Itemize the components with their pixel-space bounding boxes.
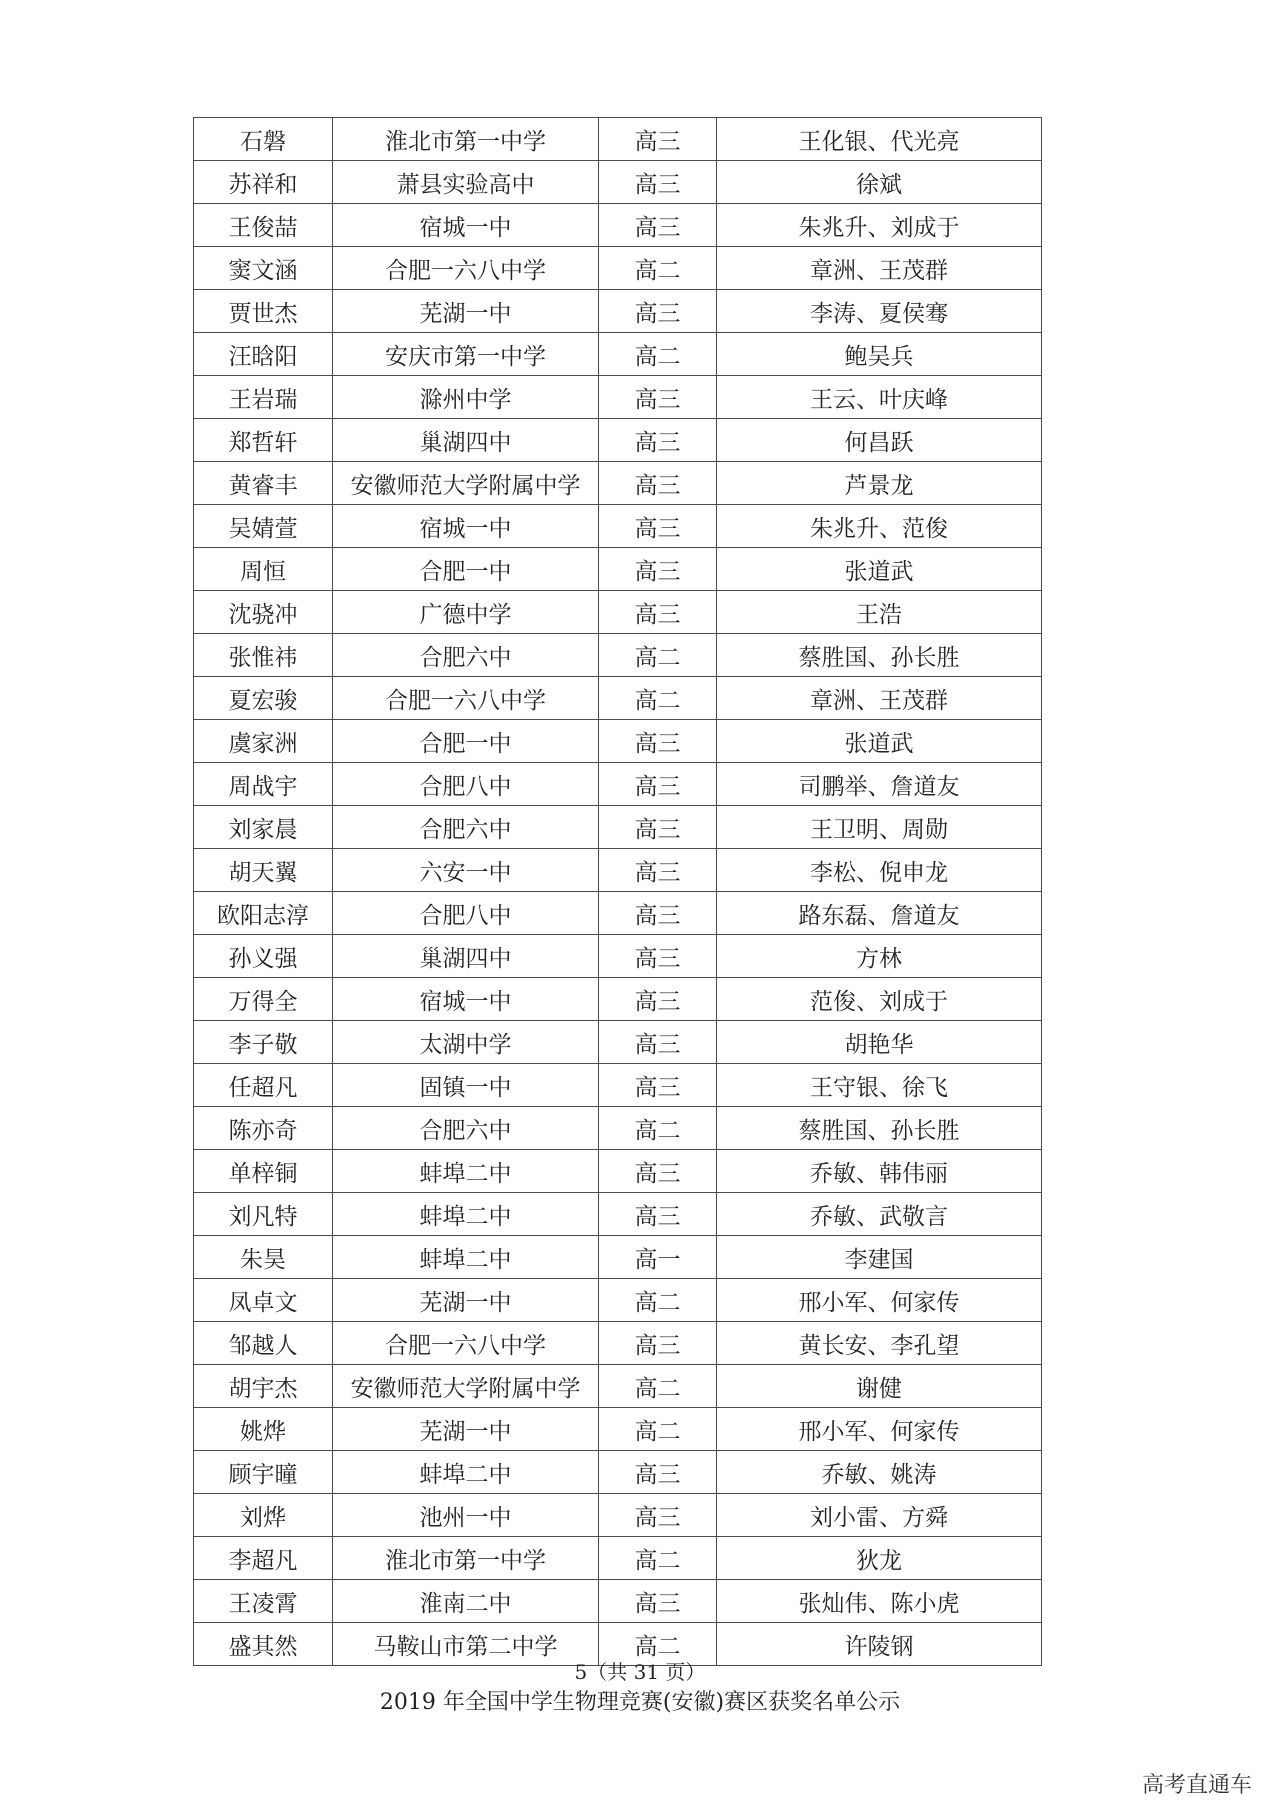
teacher-cell: 方林 [717,935,1042,978]
teacher-cell: 蔡胜国、孙长胜 [717,634,1042,677]
student-name-cell: 王岩瑞 [194,376,333,419]
teacher-cell: 胡艳华 [717,1021,1042,1064]
school-cell: 淮北市第一中学 [333,118,599,161]
teacher-cell: 王浩 [717,591,1042,634]
table-row [194,1365,1042,1408]
school-cell: 宿城一中 [333,978,599,1021]
table-row [194,1494,1042,1537]
table-row [194,1193,1042,1236]
school-cell: 巢湖四中 [333,419,599,462]
teacher-cell: 李建国 [717,1236,1042,1279]
grade-cell: 高三 [599,376,717,419]
student-name-cell: 贾世杰 [194,290,333,333]
school-cell: 合肥六中 [333,1107,599,1150]
school-cell: 安庆市第一中学 [333,333,599,376]
student-name-cell: 盛其然 [194,1623,333,1666]
school-cell: 合肥八中 [333,892,599,935]
grade-cell: 高二 [599,1107,717,1150]
student-name-cell: 单梓铜 [194,1150,333,1193]
school-cell: 安徽师范大学附属中学 [333,462,599,505]
teacher-cell: 徐斌 [717,161,1042,204]
student-name-cell: 苏祥和 [194,161,333,204]
table-row [194,978,1042,1021]
table-row [194,462,1042,505]
student-name-cell: 夏宏骏 [194,677,333,720]
student-name-cell: 邹越人 [194,1322,333,1365]
table-row [194,892,1042,935]
table-row [194,1408,1042,1451]
school-cell: 广德中学 [333,591,599,634]
table-row [194,505,1042,548]
grade-cell: 高三 [599,548,717,591]
grade-cell: 高三 [599,462,717,505]
grade-cell: 高三 [599,1021,717,1064]
table-row [194,161,1042,204]
student-name-cell: 欧阳志淳 [194,892,333,935]
student-name-cell: 姚烨 [194,1408,333,1451]
teacher-cell: 路东磊、詹道友 [717,892,1042,935]
school-cell: 合肥一六八中学 [333,247,599,290]
school-cell: 太湖中学 [333,1021,599,1064]
student-name-cell: 朱昊 [194,1236,333,1279]
student-name-cell: 李超凡 [194,1537,333,1580]
teacher-cell: 张道武 [717,548,1042,591]
award-table-body [194,118,1042,1666]
teacher-cell: 狄龙 [717,1537,1042,1580]
school-cell: 芜湖一中 [333,290,599,333]
student-name-cell: 郑哲轩 [194,419,333,462]
student-name-cell: 石磐 [194,118,333,161]
student-name-cell: 周战宇 [194,763,333,806]
school-cell: 宿城一中 [333,505,599,548]
student-name-cell: 李子敬 [194,1021,333,1064]
table-row [194,849,1042,892]
grade-cell: 高三 [599,1494,717,1537]
grade-cell: 高二 [599,677,717,720]
grade-cell: 高三 [599,935,717,978]
student-name-cell: 虞家洲 [194,720,333,763]
teacher-cell: 蔡胜国、孙长胜 [717,1107,1042,1150]
grade-cell: 高三 [599,204,717,247]
grade-cell: 高一 [599,1236,717,1279]
teacher-cell: 王守银、徐飞 [717,1064,1042,1107]
teacher-cell: 李松、倪申龙 [717,849,1042,892]
grade-cell: 高三 [599,591,717,634]
grade-cell: 高三 [599,1580,717,1623]
teacher-cell: 章洲、王茂群 [717,677,1042,720]
grade-cell: 高三 [599,763,717,806]
table-row [194,204,1042,247]
school-cell: 合肥六中 [333,634,599,677]
student-name-cell: 黄睿丰 [194,462,333,505]
table-row [194,634,1042,677]
student-name-cell: 吴婧萱 [194,505,333,548]
table-row [194,333,1042,376]
table-row [194,118,1042,161]
grade-cell: 高二 [599,1537,717,1580]
grade-cell: 高三 [599,849,717,892]
page-number: 5（共 31 页） [574,1660,706,1684]
grade-cell: 高三 [599,419,717,462]
student-name-cell: 陈亦奇 [194,1107,333,1150]
student-name-cell: 顾宇曈 [194,1451,333,1494]
student-name-cell: 沈骁冲 [194,591,333,634]
grade-cell: 高三 [599,978,717,1021]
table-row [194,1451,1042,1494]
table-row [194,247,1042,290]
grade-cell: 高三 [599,290,717,333]
grade-cell: 高二 [599,634,717,677]
grade-cell: 高三 [599,505,717,548]
table-row [194,419,1042,462]
school-cell: 宿城一中 [333,204,599,247]
teacher-cell: 王化银、代光亮 [717,118,1042,161]
table-row [194,376,1042,419]
grade-cell: 高二 [599,1279,717,1322]
student-name-cell: 周恒 [194,548,333,591]
teacher-cell: 司鹏举、詹道友 [717,763,1042,806]
school-cell: 合肥一中 [333,720,599,763]
teacher-cell: 王云、叶庆峰 [717,376,1042,419]
school-cell: 合肥一六八中学 [333,677,599,720]
student-name-cell: 任超凡 [194,1064,333,1107]
grade-cell: 高三 [599,118,717,161]
school-cell: 蚌埠二中 [333,1451,599,1494]
table-row [194,720,1042,763]
teacher-cell: 张灿伟、陈小虎 [717,1580,1042,1623]
school-cell: 固镇一中 [333,1064,599,1107]
school-cell: 蚌埠二中 [333,1150,599,1193]
grade-cell: 高二 [599,1623,717,1666]
teacher-cell: 王卫明、周勋 [717,806,1042,849]
teacher-cell: 朱兆升、刘成于 [717,204,1042,247]
teacher-cell: 黄长安、李孔望 [717,1322,1042,1365]
table-row [194,935,1042,978]
table-row [194,1322,1042,1365]
student-name-cell: 刘家晨 [194,806,333,849]
school-cell: 合肥一中 [333,548,599,591]
school-cell: 蚌埠二中 [333,1236,599,1279]
teacher-cell: 何昌跃 [717,419,1042,462]
table-row [194,1064,1042,1107]
teacher-cell: 李涛、夏侯骞 [717,290,1042,333]
watermark-logo-text: 高考直通车 [1141,1773,1252,1798]
grade-cell: 高三 [599,720,717,763]
table-row [194,548,1042,591]
student-name-cell: 王俊喆 [194,204,333,247]
school-cell: 安徽师范大学附属中学 [333,1365,599,1408]
school-cell: 池州一中 [333,1494,599,1537]
teacher-cell: 芦景龙 [717,462,1042,505]
table-row [194,763,1042,806]
student-name-cell: 胡天翼 [194,849,333,892]
school-cell: 六安一中 [333,849,599,892]
school-cell: 芜湖一中 [333,1279,599,1322]
school-cell: 巢湖四中 [333,935,599,978]
teacher-cell: 张道武 [717,720,1042,763]
teacher-cell: 谢健 [717,1365,1042,1408]
teacher-cell: 许陵钢 [717,1623,1042,1666]
table-row [194,677,1042,720]
grade-cell: 高二 [599,333,717,376]
student-name-cell: 孙义强 [194,935,333,978]
school-cell: 淮北市第一中学 [333,1537,599,1580]
teacher-cell: 鲍吴兵 [717,333,1042,376]
grade-cell: 高二 [599,1365,717,1408]
table-row [194,806,1042,849]
table-row [194,290,1042,333]
table-row [194,1537,1042,1580]
table-row [194,1107,1042,1150]
table-row [194,1150,1042,1193]
school-cell: 合肥六中 [333,806,599,849]
teacher-cell: 范俊、刘成于 [717,978,1042,1021]
school-cell: 合肥八中 [333,763,599,806]
grade-cell: 高三 [599,161,717,204]
student-name-cell: 刘烨 [194,1494,333,1537]
teacher-cell: 邢小军、何家传 [717,1279,1042,1322]
award-table [193,117,1042,1666]
table-row [194,1021,1042,1064]
teacher-cell: 乔敏、姚涛 [717,1451,1042,1494]
student-name-cell: 张惟祎 [194,634,333,677]
student-name-cell: 万得全 [194,978,333,1021]
school-cell: 芜湖一中 [333,1408,599,1451]
teacher-cell: 刘小雷、方舜 [717,1494,1042,1537]
grade-cell: 高三 [599,1193,717,1236]
student-name-cell: 窦文涵 [194,247,333,290]
student-name-cell: 凤卓文 [194,1279,333,1322]
grade-cell: 高二 [599,247,717,290]
grade-cell: 高三 [599,1322,717,1365]
grade-cell: 高三 [599,1451,717,1494]
table-row [194,1580,1042,1623]
table-row [194,1279,1042,1322]
student-name-cell: 胡宇杰 [194,1365,333,1408]
school-cell: 淮南二中 [333,1580,599,1623]
teacher-cell: 乔敏、武敬言 [717,1193,1042,1236]
school-cell: 马鞍山市第二中学 [333,1623,599,1666]
teacher-cell: 邢小军、何家传 [717,1408,1042,1451]
teacher-cell: 章洲、王茂群 [717,247,1042,290]
student-name-cell: 王凌霄 [194,1580,333,1623]
school-cell: 萧县实验高中 [333,161,599,204]
grade-cell: 高三 [599,806,717,849]
school-cell: 蚌埠二中 [333,1193,599,1236]
teacher-cell: 乔敏、韩伟丽 [717,1150,1042,1193]
grade-cell: 高三 [599,892,717,935]
table-row [194,1236,1042,1279]
school-cell: 滁州中学 [333,376,599,419]
grade-cell: 高二 [599,1408,717,1451]
student-name-cell: 刘凡特 [194,1193,333,1236]
document-footer-title: 2019 年全国中学生物理竞赛(安徽)赛区获奖名单公示 [379,1690,901,1715]
school-cell: 合肥一六八中学 [333,1322,599,1365]
table-row [194,591,1042,634]
grade-cell: 高三 [599,1064,717,1107]
student-name-cell: 汪晗阳 [194,333,333,376]
teacher-cell: 朱兆升、范俊 [717,505,1042,548]
grade-cell: 高三 [599,1150,717,1193]
